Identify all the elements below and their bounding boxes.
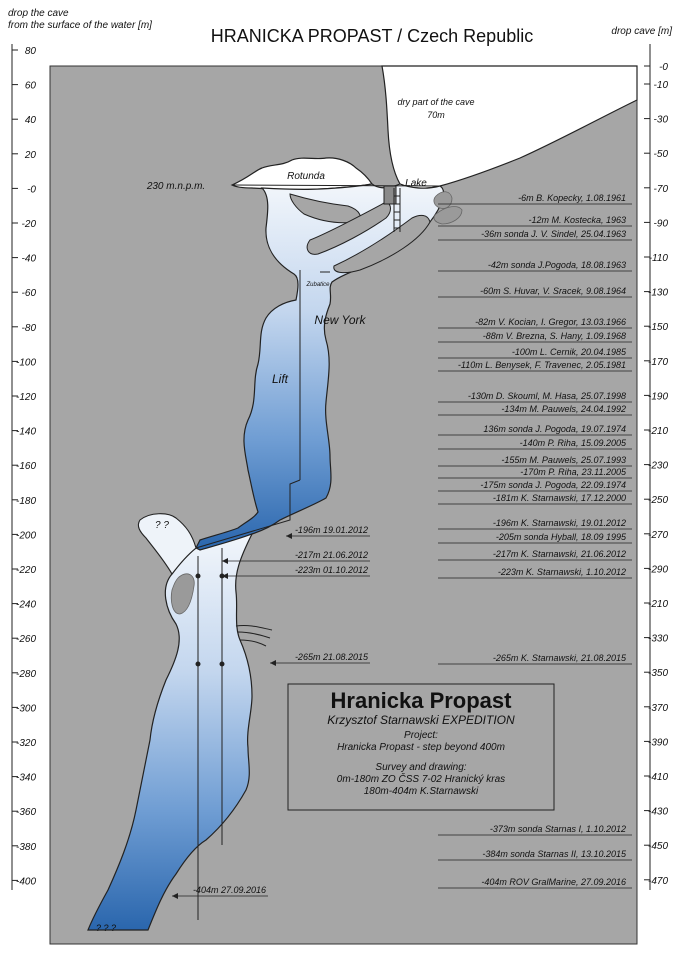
left-tick-label: 80 (24, 46, 36, 57)
left-tick-label: -360 (15, 807, 36, 819)
right-record-label: -205m sonda Hyball, 18.09 1995 (495, 532, 626, 542)
right-tick-label: -470 (647, 875, 668, 887)
right-tick-label: -10 (653, 80, 668, 91)
right-record-label: -181m K. Starnawski, 17.12.2000 (492, 493, 626, 503)
right-tick-label: -90 (653, 218, 668, 230)
info-box-survey-label: Survey and drawing: (375, 762, 467, 773)
left-tick-label: -240 (15, 599, 36, 611)
left-tick-label: -40 (21, 253, 36, 265)
right-record-label: 136m sonda J. Pogoda, 19.07.1974 (483, 424, 626, 434)
right-record-label: -6m B. Kopecky, 1.08.1961 (518, 193, 626, 203)
rotunda-label: Rotunda (287, 171, 325, 182)
right-tick-label: -390 (647, 737, 668, 749)
left-tick-label: -80 (21, 322, 36, 334)
left-tick-label: -160 (15, 461, 36, 473)
left-tick-label: -140 (15, 426, 36, 438)
right-record-label: -60m S. Huvar, V. Sracek, 9.08.1964 (480, 286, 626, 296)
left-tick-label: -380 (15, 841, 36, 853)
right-record-label: -36m sonda J. V. Sindel, 25.04.1963 (481, 229, 626, 239)
left-tick-label: -400 (15, 876, 36, 888)
dry-label-1: dry part of the cave (397, 97, 475, 107)
right-tick-label: -430 (647, 806, 668, 818)
left-tick-label: -320 (15, 738, 36, 749)
left-tick-label: 60 (24, 80, 36, 92)
left-record-label: -217m 21.06.2012 (294, 550, 368, 560)
right-record-label: -42m sonda J.Pogoda, 18.08.1963 (487, 260, 626, 270)
info-box-survey-2: 180m-404m K.Starnawski (363, 786, 479, 797)
right-record-label: -12m M. Kostecka, 1963 (528, 215, 626, 225)
lift-label: Lift (271, 372, 289, 386)
right-tick-label: -0 (659, 62, 668, 73)
right-record-label: -100m L. Cernik, 20.04.1985 (511, 347, 626, 357)
right-record-label: -384m sonda Starnas II, 13.10.2015 (482, 849, 626, 859)
right-record-label: -110m L. Benysek, F. Travenec, 2.05.1981 (457, 360, 626, 370)
question-top-label: ? ? (155, 520, 169, 531)
question-bottom-label: ? ? ? (95, 923, 117, 933)
left-tick-label: -260 (15, 634, 36, 646)
right-axis-title: drop cave [m] (611, 26, 672, 37)
left-tick-label: -340 (15, 772, 36, 784)
left-tick-label: -180 (15, 495, 36, 507)
left-tick-label: -0 (27, 184, 36, 196)
info-box-project-label: Project: (404, 730, 438, 741)
right-tick-label: -370 (647, 702, 668, 714)
left-tick-label: -200 (15, 530, 36, 542)
left-tick-label: -280 (15, 668, 36, 680)
right-record-label: -170m P. Riha, 23.11.2005 (520, 467, 626, 477)
left-tick-label: 40 (24, 115, 36, 127)
right-record-label: -223m K. Starnawski, 1.10.2012 (497, 567, 626, 577)
info-box-survey-1: 0m-180m ZO ČSS 7-02 Hranický kras (336, 774, 506, 785)
right-record-label: -404m ROV GralMarine, 27.09.2016 (481, 877, 626, 887)
right-record-label: -155m M. Pauwels, 25.07.1993 (501, 455, 626, 465)
right-record-label: -88m V. Brezna, S. Hany, 1.09.1968 (482, 331, 626, 341)
left-tick-label: 20 (24, 149, 36, 161)
right-record-label: -134m M. Pauwels, 24.04.1992 (501, 404, 626, 414)
right-tick-label: -70 (653, 183, 668, 195)
left-tick-label: -100 (15, 357, 36, 369)
right-tick-label: -250 (647, 495, 668, 507)
right-tick-label: -230 (647, 460, 668, 472)
left-ticks (12, 46, 36, 887)
right-tick-label: -110 (648, 253, 668, 264)
right-tick-label: -410 (647, 772, 668, 783)
right-tick-label: -30 (653, 114, 668, 126)
mnpm-label: 230 m.n.p.m. (146, 181, 206, 192)
right-tick-label: -130 (647, 287, 668, 299)
right-record-label: -140m P. Riha, 15.09.2005 (519, 438, 626, 448)
left-tick-label: -60 (21, 288, 36, 300)
left-record-label: -404m 27.09.2016 (192, 885, 266, 895)
right-record-label: -196m K. Starnawski, 19.01.2012 (492, 518, 626, 528)
left-record-label: -223m 01.10.2012 (294, 565, 368, 575)
lake-label: Lake (405, 178, 427, 189)
right-tick-label: -190 (647, 391, 668, 403)
new-york-label: New York (314, 313, 366, 327)
left-axis-title-1: drop the cave (8, 8, 69, 19)
right-tick-label: -150 (647, 322, 668, 334)
right-tick-label: -170 (647, 356, 668, 368)
right-tick-label: -350 (647, 668, 668, 680)
left-axis-title-2: from the surface of the water [m] (8, 20, 152, 31)
right-record-label: -265m K. Starnawski, 21.08.2015 (492, 653, 626, 663)
right-tick-label: -270 (647, 529, 668, 541)
right-ticks (644, 62, 668, 887)
info-box (288, 684, 554, 810)
info-box-expedition: Krzysztof Starnawski EXPEDITION (327, 713, 515, 727)
right-tick-label: -210 (647, 426, 668, 437)
left-tick-label: -220 (15, 565, 36, 576)
left-record-label: -265m 21.08.2015 (294, 652, 368, 662)
left-tick-label: -120 (15, 392, 36, 403)
left-record-label: -196m 19.01.2012 (294, 525, 368, 535)
info-box-project: Hranicka Propast - step beyond 400m (337, 742, 505, 753)
right-record-label: -175m sonda J. Pogoda, 22.09.1974 (480, 480, 626, 490)
right-tick-label: -50 (653, 149, 668, 161)
left-tick-label: -20 (21, 219, 36, 230)
right-record-label: -82m V. Kocian, I. Gregor, 13.03.1966 (475, 317, 626, 327)
right-record-label: -217m K. Starnawski, 21.06.2012 (492, 549, 626, 559)
zubatice-label: Zubatice (306, 282, 330, 288)
info-box-name: Hranicka Propast (330, 688, 512, 713)
right-tick-label: -450 (647, 841, 668, 853)
dry-label-2: 70m (427, 110, 445, 120)
left-tick-label: -300 (15, 703, 36, 715)
page-title: HRANICKA PROPAST / Czech Republic (210, 26, 534, 46)
right-tick-label: -290 (647, 564, 668, 576)
right-tick-label: -330 (647, 633, 668, 645)
right-record-label: -373m sonda Starnas I, 1.10.2012 (489, 824, 626, 834)
right-record-label: -130m D. Skouml, M. Hasa, 25.07.1998 (467, 391, 626, 401)
right-tick-label: -210 (647, 599, 668, 610)
